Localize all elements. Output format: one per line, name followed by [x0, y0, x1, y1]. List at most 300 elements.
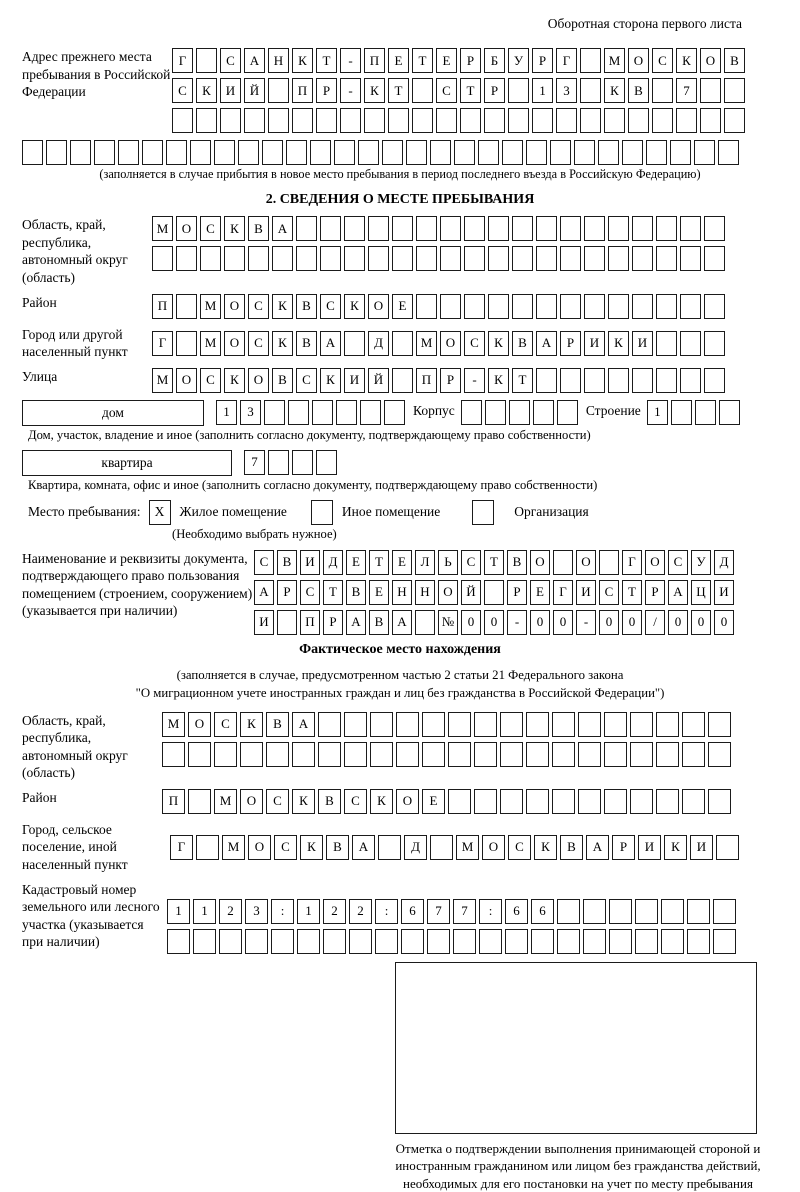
char-cell[interactable]: [296, 246, 317, 271]
char-cell[interactable]: Ь: [438, 550, 458, 575]
char-cell[interactable]: [556, 108, 577, 133]
char-cell[interactable]: [704, 294, 725, 319]
char-cell[interactable]: Е: [422, 789, 445, 814]
char-cell[interactable]: О: [645, 550, 665, 575]
char-cell[interactable]: [316, 450, 337, 475]
char-cell[interactable]: П: [162, 789, 185, 814]
char-cell[interactable]: [323, 929, 346, 954]
char-cell[interactable]: [488, 246, 509, 271]
char-cell[interactable]: [526, 742, 549, 767]
char-cell[interactable]: С: [248, 331, 269, 356]
char-cell[interactable]: О: [530, 550, 550, 575]
char-cell[interactable]: К: [224, 216, 245, 241]
char-cell[interactable]: [682, 712, 705, 737]
char-cell[interactable]: С: [254, 550, 274, 575]
char-cell[interactable]: [646, 140, 667, 165]
stay-type-checkbox-residential[interactable]: X: [149, 500, 171, 525]
char-cell[interactable]: В: [628, 78, 649, 103]
char-cell[interactable]: [118, 140, 139, 165]
char-cell[interactable]: [552, 789, 575, 814]
char-cell[interactable]: О: [438, 580, 458, 605]
char-cell[interactable]: [502, 140, 523, 165]
char-cell[interactable]: [286, 140, 307, 165]
char-cell[interactable]: [700, 108, 721, 133]
char-cell[interactable]: [578, 742, 601, 767]
char-cell[interactable]: [448, 742, 471, 767]
char-cell[interactable]: [708, 789, 731, 814]
char-cell[interactable]: Р: [460, 48, 481, 73]
char-cell[interactable]: Р: [484, 78, 505, 103]
char-cell[interactable]: Т: [323, 580, 343, 605]
char-cell[interactable]: [292, 450, 313, 475]
char-cell[interactable]: К: [608, 331, 629, 356]
char-cell[interactable]: С: [652, 48, 673, 73]
char-cell[interactable]: [488, 294, 509, 319]
char-cell[interactable]: [512, 246, 533, 271]
char-cell[interactable]: :: [479, 899, 502, 924]
stay-type-checkbox-other[interactable]: [311, 500, 333, 525]
char-cell[interactable]: [531, 929, 554, 954]
char-cell[interactable]: [292, 108, 313, 133]
char-cell[interactable]: [392, 246, 413, 271]
char-cell[interactable]: М: [200, 331, 221, 356]
char-cell[interactable]: [508, 78, 529, 103]
char-cell[interactable]: [360, 400, 381, 425]
char-cell[interactable]: [392, 368, 413, 393]
char-cell[interactable]: П: [364, 48, 385, 73]
char-cell[interactable]: [533, 400, 554, 425]
char-cell[interactable]: [288, 400, 309, 425]
char-cell[interactable]: [704, 331, 725, 356]
char-cell[interactable]: [580, 78, 601, 103]
char-cell[interactable]: 1: [193, 899, 216, 924]
char-cell[interactable]: [604, 789, 627, 814]
char-cell[interactable]: Н: [415, 580, 435, 605]
char-cell[interactable]: В: [724, 48, 745, 73]
char-cell[interactable]: [680, 294, 701, 319]
char-cell[interactable]: [630, 742, 653, 767]
char-cell[interactable]: О: [700, 48, 721, 73]
char-cell[interactable]: С: [200, 368, 221, 393]
char-cell[interactable]: К: [664, 835, 687, 860]
char-cell[interactable]: К: [604, 78, 625, 103]
char-cell[interactable]: [412, 78, 433, 103]
char-cell[interactable]: К: [196, 78, 217, 103]
char-cell[interactable]: 7: [453, 899, 476, 924]
char-cell[interactable]: И: [714, 580, 734, 605]
char-cell[interactable]: С: [436, 78, 457, 103]
char-cell[interactable]: [632, 216, 653, 241]
char-cell[interactable]: [604, 712, 627, 737]
char-cell[interactable]: 0: [714, 610, 734, 635]
char-cell[interactable]: [364, 108, 385, 133]
char-cell[interactable]: О: [396, 789, 419, 814]
char-cell[interactable]: [532, 108, 553, 133]
char-cell[interactable]: [375, 929, 398, 954]
char-cell[interactable]: [464, 246, 485, 271]
char-cell[interactable]: [176, 331, 197, 356]
char-cell[interactable]: В: [296, 331, 317, 356]
char-cell[interactable]: П: [152, 294, 173, 319]
char-cell[interactable]: О: [576, 550, 596, 575]
char-cell[interactable]: [652, 108, 673, 133]
char-cell[interactable]: [396, 742, 419, 767]
char-cell[interactable]: О: [440, 331, 461, 356]
char-cell[interactable]: [440, 216, 461, 241]
char-cell[interactable]: [268, 108, 289, 133]
char-cell[interactable]: С: [200, 216, 221, 241]
char-cell[interactable]: [604, 742, 627, 767]
char-cell[interactable]: И: [220, 78, 241, 103]
char-cell[interactable]: [262, 140, 283, 165]
char-cell[interactable]: [580, 48, 601, 73]
char-cell[interactable]: О: [176, 216, 197, 241]
char-cell[interactable]: [340, 108, 361, 133]
char-cell[interactable]: -: [576, 610, 596, 635]
char-cell[interactable]: Р: [277, 580, 297, 605]
char-cell[interactable]: [584, 246, 605, 271]
char-cell[interactable]: [713, 899, 736, 924]
char-cell[interactable]: [630, 712, 653, 737]
char-cell[interactable]: :: [375, 899, 398, 924]
char-cell[interactable]: [266, 742, 289, 767]
char-cell[interactable]: [219, 929, 242, 954]
char-cell[interactable]: [694, 140, 715, 165]
char-cell[interactable]: [560, 294, 581, 319]
char-cell[interactable]: [344, 216, 365, 241]
char-cell[interactable]: [656, 216, 677, 241]
char-cell[interactable]: О: [248, 835, 271, 860]
char-cell[interactable]: [578, 712, 601, 737]
char-cell[interactable]: [584, 368, 605, 393]
char-cell[interactable]: 0: [599, 610, 619, 635]
char-cell[interactable]: П: [416, 368, 437, 393]
char-cell[interactable]: [553, 550, 573, 575]
char-cell[interactable]: [526, 789, 549, 814]
char-cell[interactable]: Р: [316, 78, 337, 103]
char-cell[interactable]: [509, 400, 530, 425]
char-cell[interactable]: 1: [532, 78, 553, 103]
char-cell[interactable]: [412, 108, 433, 133]
char-cell[interactable]: Д: [714, 550, 734, 575]
char-cell[interactable]: [416, 216, 437, 241]
char-cell[interactable]: [671, 400, 692, 425]
char-cell[interactable]: Т: [369, 550, 389, 575]
char-cell[interactable]: [440, 294, 461, 319]
char-cell[interactable]: В: [326, 835, 349, 860]
char-cell[interactable]: Д: [404, 835, 427, 860]
char-cell[interactable]: Р: [323, 610, 343, 635]
char-cell[interactable]: С: [344, 789, 367, 814]
char-cell[interactable]: 0: [622, 610, 642, 635]
char-cell[interactable]: Б: [484, 48, 505, 73]
char-cell[interactable]: 2: [349, 899, 372, 924]
char-cell[interactable]: И: [690, 835, 713, 860]
char-cell[interactable]: [656, 368, 677, 393]
char-cell[interactable]: 7: [676, 78, 697, 103]
char-cell[interactable]: А: [244, 48, 265, 73]
char-cell[interactable]: В: [346, 580, 366, 605]
char-cell[interactable]: К: [344, 294, 365, 319]
char-cell[interactable]: [536, 216, 557, 241]
char-cell[interactable]: [628, 108, 649, 133]
char-cell[interactable]: 7: [244, 450, 265, 475]
char-cell[interactable]: [505, 929, 528, 954]
char-cell[interactable]: [244, 108, 265, 133]
char-cell[interactable]: [584, 294, 605, 319]
char-cell[interactable]: [142, 140, 163, 165]
char-cell[interactable]: [272, 246, 293, 271]
char-cell[interactable]: [344, 246, 365, 271]
char-cell[interactable]: Е: [388, 48, 409, 73]
char-cell[interactable]: Г: [170, 835, 193, 860]
char-cell[interactable]: [474, 789, 497, 814]
char-cell[interactable]: К: [488, 368, 509, 393]
char-cell[interactable]: С: [214, 712, 237, 737]
char-cell[interactable]: [464, 294, 485, 319]
char-cell[interactable]: О: [240, 789, 263, 814]
char-cell[interactable]: К: [364, 78, 385, 103]
char-cell[interactable]: [277, 610, 297, 635]
char-cell[interactable]: П: [292, 78, 313, 103]
char-cell[interactable]: В: [296, 294, 317, 319]
char-cell[interactable]: [560, 246, 581, 271]
char-cell[interactable]: Н: [268, 48, 289, 73]
char-cell[interactable]: Т: [622, 580, 642, 605]
char-cell[interactable]: [162, 742, 185, 767]
char-cell[interactable]: М: [456, 835, 479, 860]
char-cell[interactable]: [430, 835, 453, 860]
char-cell[interactable]: 6: [505, 899, 528, 924]
char-cell[interactable]: И: [632, 331, 653, 356]
char-cell[interactable]: [609, 929, 632, 954]
char-cell[interactable]: [718, 140, 739, 165]
char-cell[interactable]: [700, 78, 721, 103]
char-cell[interactable]: В: [248, 216, 269, 241]
char-cell[interactable]: [264, 400, 285, 425]
char-cell[interactable]: 3: [245, 899, 268, 924]
char-cell[interactable]: [271, 929, 294, 954]
char-cell[interactable]: 0: [461, 610, 481, 635]
char-cell[interactable]: [349, 929, 372, 954]
char-cell[interactable]: Е: [392, 550, 412, 575]
char-cell[interactable]: [378, 835, 401, 860]
char-cell[interactable]: Р: [612, 835, 635, 860]
char-cell[interactable]: [296, 216, 317, 241]
char-cell[interactable]: К: [676, 48, 697, 73]
char-cell[interactable]: Р: [560, 331, 581, 356]
char-cell[interactable]: [598, 140, 619, 165]
char-cell[interactable]: С: [320, 294, 341, 319]
char-cell[interactable]: [656, 742, 679, 767]
char-cell[interactable]: И: [254, 610, 274, 635]
char-cell[interactable]: [526, 140, 547, 165]
char-cell[interactable]: [464, 216, 485, 241]
stay-type-checkbox-organization[interactable]: [472, 500, 494, 525]
char-cell[interactable]: 0: [691, 610, 711, 635]
char-cell[interactable]: 0: [530, 610, 550, 635]
char-cell[interactable]: [344, 742, 367, 767]
char-cell[interactable]: [370, 742, 393, 767]
char-cell[interactable]: О: [188, 712, 211, 737]
char-cell[interactable]: [536, 368, 557, 393]
char-cell[interactable]: [512, 294, 533, 319]
apartment-type-box[interactable]: квартира: [22, 450, 232, 476]
char-cell[interactable]: [384, 400, 405, 425]
char-cell[interactable]: [536, 294, 557, 319]
char-cell[interactable]: [454, 140, 475, 165]
char-cell[interactable]: 6: [531, 899, 554, 924]
char-cell[interactable]: [512, 216, 533, 241]
char-cell[interactable]: [695, 400, 716, 425]
char-cell[interactable]: 6: [401, 899, 424, 924]
char-cell[interactable]: Е: [346, 550, 366, 575]
char-cell[interactable]: [188, 742, 211, 767]
char-cell[interactable]: [704, 368, 725, 393]
char-cell[interactable]: Р: [507, 580, 527, 605]
char-cell[interactable]: 1: [297, 899, 320, 924]
char-cell[interactable]: 3: [556, 78, 577, 103]
char-cell[interactable]: [550, 140, 571, 165]
char-cell[interactable]: [248, 246, 269, 271]
char-cell[interactable]: [224, 246, 245, 271]
char-cell[interactable]: [22, 140, 43, 165]
char-cell[interactable]: К: [488, 331, 509, 356]
char-cell[interactable]: Т: [460, 78, 481, 103]
char-cell[interactable]: [656, 294, 677, 319]
char-cell[interactable]: А: [320, 331, 341, 356]
char-cell[interactable]: Т: [388, 78, 409, 103]
char-cell[interactable]: С: [464, 331, 485, 356]
char-cell[interactable]: В: [272, 368, 293, 393]
char-cell[interactable]: [704, 246, 725, 271]
char-cell[interactable]: [484, 108, 505, 133]
char-cell[interactable]: П: [300, 610, 320, 635]
char-cell[interactable]: [453, 929, 476, 954]
char-cell[interactable]: [635, 899, 658, 924]
char-cell[interactable]: [440, 246, 461, 271]
char-cell[interactable]: К: [292, 48, 313, 73]
char-cell[interactable]: С: [668, 550, 688, 575]
char-cell[interactable]: [552, 712, 575, 737]
char-cell[interactable]: [656, 789, 679, 814]
char-cell[interactable]: [406, 140, 427, 165]
char-cell[interactable]: [484, 580, 504, 605]
char-cell[interactable]: [656, 246, 677, 271]
char-cell[interactable]: [474, 742, 497, 767]
char-cell[interactable]: И: [638, 835, 661, 860]
char-cell[interactable]: [312, 400, 333, 425]
char-cell[interactable]: Й: [368, 368, 389, 393]
char-cell[interactable]: Т: [316, 48, 337, 73]
char-cell[interactable]: [656, 712, 679, 737]
char-cell[interactable]: [557, 929, 580, 954]
char-cell[interactable]: [680, 368, 701, 393]
char-cell[interactable]: А: [668, 580, 688, 605]
char-cell[interactable]: 2: [323, 899, 346, 924]
char-cell[interactable]: [704, 216, 725, 241]
char-cell[interactable]: [238, 140, 259, 165]
char-cell[interactable]: С: [508, 835, 531, 860]
char-cell[interactable]: 2: [219, 899, 242, 924]
char-cell[interactable]: О: [224, 331, 245, 356]
char-cell[interactable]: К: [272, 331, 293, 356]
char-cell[interactable]: [661, 929, 684, 954]
char-cell[interactable]: [388, 108, 409, 133]
char-cell[interactable]: Й: [461, 580, 481, 605]
char-cell[interactable]: 0: [553, 610, 573, 635]
char-cell[interactable]: [94, 140, 115, 165]
char-cell[interactable]: [557, 400, 578, 425]
char-cell[interactable]: [448, 789, 471, 814]
char-cell[interactable]: 1: [216, 400, 237, 425]
char-cell[interactable]: [574, 140, 595, 165]
char-cell[interactable]: [680, 216, 701, 241]
char-cell[interactable]: [630, 789, 653, 814]
char-cell[interactable]: [584, 216, 605, 241]
char-cell[interactable]: К: [534, 835, 557, 860]
char-cell[interactable]: С: [172, 78, 193, 103]
char-cell[interactable]: [500, 742, 523, 767]
char-cell[interactable]: [396, 712, 419, 737]
char-cell[interactable]: [172, 108, 193, 133]
char-cell[interactable]: [214, 140, 235, 165]
char-cell[interactable]: Г: [622, 550, 642, 575]
char-cell[interactable]: К: [240, 712, 263, 737]
char-cell[interactable]: [632, 246, 653, 271]
char-cell[interactable]: [427, 929, 450, 954]
char-cell[interactable]: [176, 294, 197, 319]
char-cell[interactable]: [382, 140, 403, 165]
char-cell[interactable]: С: [461, 550, 481, 575]
char-cell[interactable]: №: [438, 610, 458, 635]
char-cell[interactable]: [320, 246, 341, 271]
char-cell[interactable]: М: [416, 331, 437, 356]
char-cell[interactable]: А: [346, 610, 366, 635]
char-cell[interactable]: [436, 108, 457, 133]
char-cell[interactable]: 7: [427, 899, 450, 924]
char-cell[interactable]: [188, 789, 211, 814]
char-cell[interactable]: [344, 331, 365, 356]
char-cell[interactable]: 1: [647, 400, 668, 425]
char-cell[interactable]: [196, 835, 219, 860]
char-cell[interactable]: [557, 899, 580, 924]
char-cell[interactable]: 0: [484, 610, 504, 635]
char-cell[interactable]: О: [224, 294, 245, 319]
char-cell[interactable]: О: [176, 368, 197, 393]
char-cell[interactable]: [583, 899, 606, 924]
char-cell[interactable]: [193, 929, 216, 954]
char-cell[interactable]: [500, 712, 523, 737]
char-cell[interactable]: [460, 108, 481, 133]
char-cell[interactable]: [708, 712, 731, 737]
char-cell[interactable]: О: [368, 294, 389, 319]
char-cell[interactable]: М: [604, 48, 625, 73]
char-cell[interactable]: [478, 140, 499, 165]
char-cell[interactable]: [461, 400, 482, 425]
char-cell[interactable]: А: [272, 216, 293, 241]
char-cell[interactable]: [214, 742, 237, 767]
char-cell[interactable]: [632, 294, 653, 319]
char-cell[interactable]: Д: [368, 331, 389, 356]
char-cell[interactable]: М: [200, 294, 221, 319]
char-cell[interactable]: [682, 789, 705, 814]
char-cell[interactable]: [196, 108, 217, 133]
char-cell[interactable]: Т: [412, 48, 433, 73]
char-cell[interactable]: К: [292, 789, 315, 814]
char-cell[interactable]: [152, 246, 173, 271]
char-cell[interactable]: У: [691, 550, 711, 575]
